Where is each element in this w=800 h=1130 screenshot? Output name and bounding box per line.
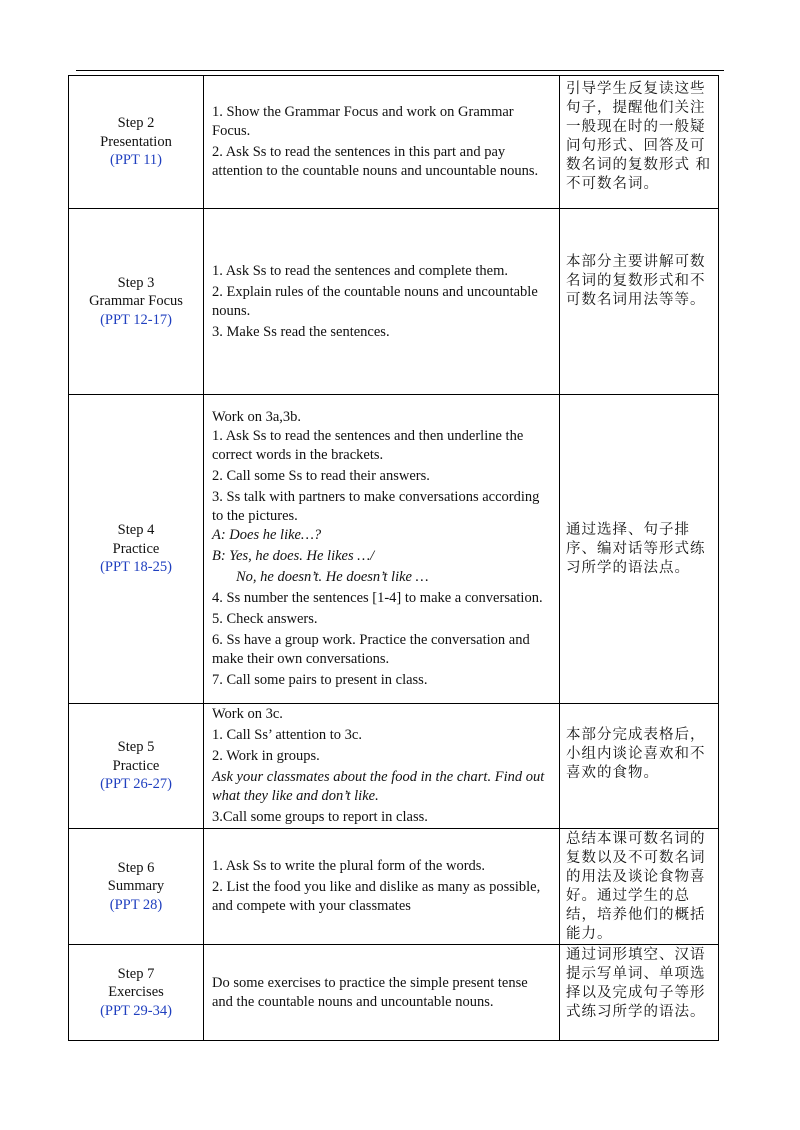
procedure-cell (204, 209, 560, 395)
procedure-line: 4. Ss number the sentences [1-4] to make a conversation. (212, 590, 543, 606)
procedure-line: Work on 3c. (212, 706, 283, 722)
step-name: Summary (107, 878, 165, 895)
step-cell (69, 395, 204, 704)
step-number: Step 6 (117, 859, 155, 876)
step-cell (69, 209, 204, 395)
step-cell (69, 829, 204, 945)
procedure-line: 1. Ask Ss to read the sentences and then underline the correct words in the brackets. (212, 428, 524, 463)
ppt-ref: (PPT 11) (110, 152, 162, 169)
step-number: Step 4 (117, 522, 155, 539)
header-rule (76, 70, 724, 71)
step-name: Practice (112, 540, 160, 557)
procedure-line: 3. Ss talk with partners to make conversations according to the pictures. (212, 489, 540, 524)
table-row (69, 829, 719, 945)
procedure-line: 1. Ask Ss to read the sentences and complete them. (212, 262, 508, 279)
procedure-line: 2. Ask Ss to read the sentences in this part and pay attention to the countable nouns and uncountable nouns. (212, 144, 539, 179)
table-row (69, 209, 719, 395)
step-name: Grammar Focus (89, 293, 183, 310)
procedure-line: 2. Work in groups. (212, 748, 320, 764)
lesson-plan-table (68, 75, 719, 1041)
table-row (69, 76, 719, 209)
purpose-note: 通过选择、句子排序、编对话等形式练习所学的语法点。 (560, 395, 719, 704)
table-row (69, 704, 719, 829)
step-name: Exercises (108, 984, 164, 1001)
procedure-cell (204, 704, 560, 829)
procedure-line: 1. Ask Ss to write the plural form of the words. (212, 858, 486, 874)
ppt-ref: (PPT 28) (109, 896, 163, 913)
procedure-line: 1. Show the Grammar Focus and work on Grammar Focus. (212, 104, 514, 139)
step-name: Practice (112, 757, 160, 774)
procedure-line: 1. Call Ss’ attention to 3c. (212, 727, 362, 743)
procedure-line: 3.Call some groups to report in class. (212, 809, 428, 825)
table-row (69, 395, 719, 704)
step-number: Step 2 (117, 115, 155, 132)
procedure-line: 5. Check answers. (212, 611, 318, 627)
procedure-cell (204, 829, 560, 945)
procedure-cell (204, 395, 560, 704)
procedure-cell (204, 76, 560, 209)
dialogue-line: A: Does he like…? (212, 527, 322, 543)
procedure-line: 3. Make Ss read the sentences. (212, 323, 390, 340)
step-cell (69, 76, 204, 209)
dialogue-line: B: Yes, he does. He likes …/ (212, 548, 375, 564)
ppt-ref: (PPT 26-27) (100, 776, 172, 793)
purpose-note: 通过词形填空、汉语提示写单词、单项选择以及完成句子等形式练习所学的语法。 (560, 945, 719, 1041)
procedure-line: Do some exercises to practice the simple present tense and the countable nouns and uncountable nouns. (212, 974, 528, 1010)
procedure-line: 2. List the food you like and dislike as many as possible, and compete with your classmates (212, 879, 541, 914)
procedure-line: Work on 3a,3b. (212, 409, 302, 425)
step-number: Step 7 (117, 965, 155, 982)
procedure-line: 6. Ss have a group work. Practice the conversation and make their own conversations. (212, 632, 530, 667)
procedure-line: 2. Call some Ss to read their answers. (212, 468, 430, 484)
ppt-ref: (PPT 18-25) (100, 559, 172, 576)
ppt-ref: (PPT 29-34) (100, 1002, 172, 1019)
procedure-cell (204, 945, 560, 1041)
step-number: Step 5 (117, 739, 155, 756)
purpose-note: 本部分主要讲解可数名词的复数形式和不可数名词用法等等。 (560, 209, 719, 395)
purpose-note: 总结本课可数名词的复数以及不可数名词的用法及谈论食物喜好。通过学生的总结，培养他们的概括能力。 (560, 829, 719, 945)
procedure-line: 2. Explain rules of the countable nouns and uncountable nouns. (212, 283, 538, 319)
step-number: Step 3 (117, 274, 155, 291)
step-name: Presentation (100, 133, 172, 150)
procedure-line: 7. Call some pairs to present in class. (212, 672, 428, 688)
procedure-line: Ask your classmates about the food in the chart. Find out what they like and don’t like. (212, 769, 545, 804)
step-cell (69, 704, 204, 829)
ppt-ref: (PPT 12-17) (100, 311, 172, 328)
table-row (69, 945, 719, 1041)
dialogue-line: No, he doesn’t. He doesn’t like … (236, 569, 429, 585)
purpose-note: 本部分完成表格后，小组内谈论喜欢和不喜欢的食物。 (560, 704, 719, 829)
step-cell (69, 945, 204, 1041)
purpose-note: 引导学生反复读这些句子，提醒他们关注一般现在时的一般疑问句形式、回答及可数名词的复数形式 和不可数名词。 (560, 76, 719, 209)
